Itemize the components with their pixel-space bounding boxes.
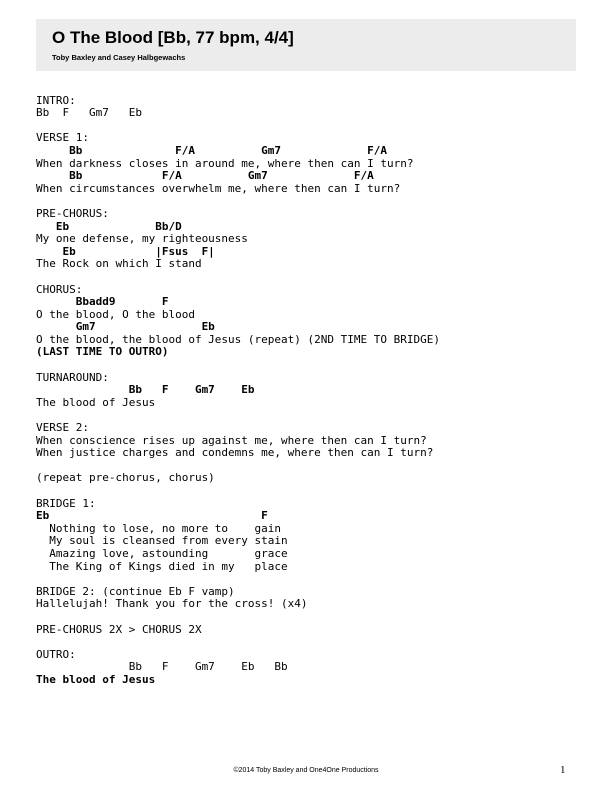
lyric-line: When circumstances overwhelm me, where then can I turn? <box>36 181 401 195</box>
chord-line: Bb F Gm7 Eb <box>36 383 255 397</box>
lyric-line: The blood of Jesus <box>36 395 156 409</box>
lyric-line: CHORUS: <box>36 282 83 296</box>
chord-line: Bbadd9 F <box>36 295 169 309</box>
song-title: O The Blood [Bb, 77 bpm, 4/4] <box>52 28 294 47</box>
lyric-line <box>36 485 440 498</box>
lyric-line: Hallelujah! Thank you for the cross! (x4) <box>36 597 308 611</box>
lyric-line: TURNAROUND: <box>36 370 109 384</box>
page-number: 1 <box>560 764 566 776</box>
song-authors: Toby Baxley and Casey Halbgewachs <box>52 53 186 62</box>
lyric-line <box>36 611 440 624</box>
chord-line: Gm7 Eb <box>36 320 215 334</box>
lyric-line: PRE-CHORUS 2X > CHORUS 2X <box>36 622 202 636</box>
lyric-line: The King of Kings died in my place <box>36 559 288 573</box>
lyric-line <box>36 82 440 95</box>
lyric-line <box>36 409 440 422</box>
chord-line: Eb Bb/D <box>36 219 182 233</box>
lyric-line: My one defense, my righteousness <box>36 232 248 246</box>
lyric-line <box>36 120 440 133</box>
chord-line: Eb F <box>36 509 268 523</box>
lyric-line: Bb F Gm7 Eb <box>36 106 142 120</box>
lyric-line: O the blood, O the blood <box>36 307 195 321</box>
lyric-line: VERSE 2: <box>36 421 89 435</box>
lyric-line: OUTRO: <box>36 647 76 661</box>
lyric-line: Nothing to lose, no more to gain <box>36 521 282 535</box>
chord-line: The blood of Jesus <box>36 672 156 686</box>
chord-line: Eb |Fsus F| <box>36 244 215 258</box>
lyric-line: When darkness closes in around me, where then can I turn? <box>36 156 414 170</box>
lyric-line: BRIDGE 1: <box>36 496 96 510</box>
chord-line: Bb F/A Gm7 F/A <box>36 169 374 183</box>
lyric-line: Bb F Gm7 Eb Bb <box>36 660 288 674</box>
lyric-line: (repeat pre-chorus, chorus) <box>36 471 215 485</box>
lyric-line: INTRO: <box>36 93 76 107</box>
lyric-line: VERSE 1: <box>36 131 89 145</box>
chord-line: Bb F/A Gm7 F/A <box>36 143 387 157</box>
copyright-footer: ©2014 Toby Baxley and One4One Productions <box>233 767 379 774</box>
lyric-line <box>36 573 440 586</box>
lyric-line: BRIDGE 2: (continue Eb F vamp) <box>36 584 235 598</box>
lyric-line <box>36 271 440 284</box>
lyric-line: When conscience rises up against me, where then can I turn? <box>36 433 427 447</box>
title-bar <box>36 19 576 71</box>
chord-sheet <box>36 82 440 687</box>
lyric-line: The Rock on which I stand <box>36 257 202 271</box>
lyric-line <box>36 359 440 372</box>
lyric-line <box>36 636 440 649</box>
lyric-line: My soul is cleansed from every stain <box>36 534 288 548</box>
lyric-line: PRE-CHORUS: <box>36 206 109 220</box>
lyric-line: When justice charges and condemns me, where then can I turn? <box>36 446 434 460</box>
chord-line: (LAST TIME TO OUTRO) <box>36 345 169 359</box>
lyric-line: Amazing love, astounding grace <box>36 546 288 560</box>
lyric-line: O the blood, the blood of Jesus (repeat) (2ND TIME TO BRIDGE) <box>36 332 440 346</box>
